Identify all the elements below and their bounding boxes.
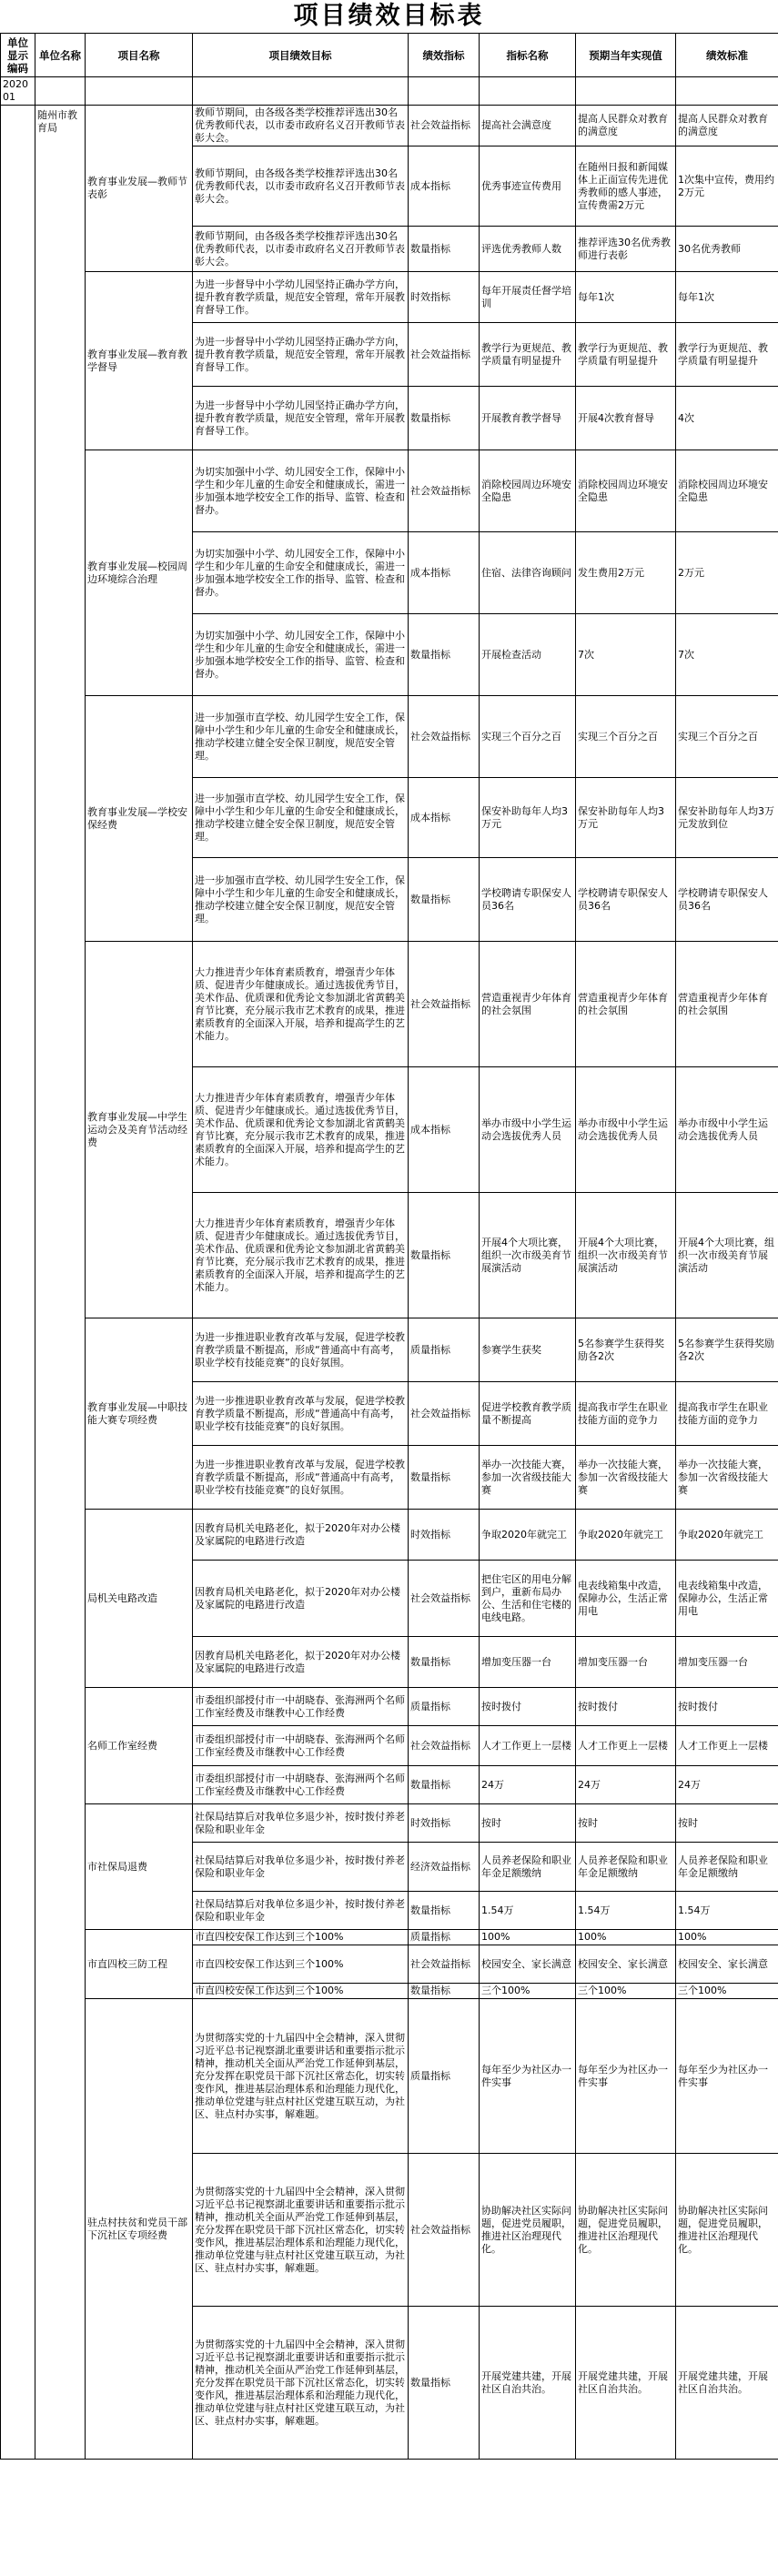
goal-cell: 社保局结算后对我单位多退少补，按时拨付养老保险和职业年金 [193,1843,409,1892]
indicator-name-cell: 举办一次技能大赛，参加一次省级技能大赛 [480,1446,576,1510]
indicator-name-cell: 100% [480,1930,576,1945]
expected-value-cell: 人才工作更上一层楼 [576,1726,676,1766]
expected-value-cell: 消除校园周边环境安全隐患 [576,450,676,532]
standard-cell: 24万 [676,1766,778,1804]
goal-cell: 为进一步推进职业教育改革与发展，促进学校教育教学质量不断提高，形成“普通高中有高考，职业学校有技能竞赛”的良好氛围。 [193,1318,409,1382]
indicator-name-cell: 提高社会满意度 [480,106,576,146]
expected-value-cell: 教学行为更规范、教学质量有明显提升 [576,323,676,387]
expected-value-cell: 校园安全、家长满意 [576,1945,676,1984]
indicator-type-cell: 社会效益指标 [409,1945,480,1984]
indicator-type-cell: 社会效益指标 [409,323,480,387]
expected-value-cell: 增加变压器一台 [576,1637,676,1688]
project-name-cell: 教育事业发展—学校安保经费 [86,696,193,942]
project-name-cell: 名师工作室经费 [86,1688,193,1804]
table-row [1,272,778,323]
expected-value-cell: 协助解决社区实际问题，促进党员履职，推进社区治理现代化。 [576,2154,676,2307]
indicator-type-cell: 数量指标 [409,387,480,450]
project-name-cell: 市社保局退费 [86,1804,193,1930]
goal-cell: 教师节期间，由各级各类学校推荐评选出30名优秀教师代表，以市委市政府名义召开教师节表彰大会。 [193,106,409,146]
goal-cell: 为贯彻落实党的十九届四中全会精神，深入贯彻习近平总书记视察湖北重要讲话和重要指示批示精神，推动机关全面从严治党工作延伸到基层，充分发挥在职党员干部下沉社区常态化，切实转变作风，推进基层治理体系和治理能力现代化，推动单位党建与驻点村社区党建互联互动，为社区、驻点村办实事，解难题。 [193,2154,409,2307]
standard-cell: 营造重视青少年体育的社会氛围 [676,942,778,1067]
indicator-name-cell: 开展教育教学督导 [480,387,576,450]
expected-value-cell: 每年至少为社区办一件实事 [576,1999,676,2154]
indicator-type-cell: 社会效益指标 [409,450,480,532]
indicator-type-cell: 社会效益指标 [409,1561,480,1637]
table-row [1,106,778,146]
indicator-name-cell: 按时 [480,1804,576,1843]
indicator-type-cell: 社会效益指标 [409,696,480,778]
indicator-type-cell: 数量指标 [409,858,480,942]
goal-cell: 市直四校安保工作达到三个100% [193,1945,409,1984]
standard-cell: 教学行为更规范、教学质量有明显提升 [676,323,778,387]
indicator-name-cell: 消除校园周边环境安全隐患 [480,450,576,532]
expected-value-cell: 按时 [576,1804,676,1843]
indicator-name-cell: 增加变压器一台 [480,1637,576,1688]
project-name-cell: 教育事业发展—教育教学督导 [86,272,193,450]
expected-value-cell: 提高我市学生在职业技能方面的竞争力 [576,1382,676,1446]
standard-cell: 举办市级中小学生运动会选拔优秀人员 [676,1067,778,1193]
indicator-type-cell: 社会效益指标 [409,1382,480,1446]
indicator-type-cell: 质量指标 [409,1930,480,1945]
standard-cell: 增加变压器一台 [676,1637,778,1688]
header-row [1,34,778,77]
unit-code-empty [1,106,35,2460]
indicator-type-cell: 数量指标 [409,227,480,272]
indicator-type-cell: 数量指标 [409,1892,480,1930]
indicator-name-cell: 举办市级中小学生运动会选拔优秀人员 [480,1067,576,1193]
goal-cell: 市直四校安保工作达到三个100% [193,1984,409,1999]
expected-value-cell: 开展4次教育督导 [576,387,676,450]
indicator-type-cell: 数量指标 [409,1446,480,1510]
standard-cell: 争取2020年就完工 [676,1510,778,1561]
standard-cell: 电表线箱集中改造，保障办公，生活正常用电 [676,1561,778,1637]
expected-value-cell: 100% [576,1930,676,1945]
standard-cell: 1.54万 [676,1892,778,1930]
indicator-type-cell: 社会效益指标 [409,106,480,146]
standard-cell: 2万元 [676,532,778,614]
expected-value-cell: 24万 [576,1766,676,1804]
project-name-cell: 教育事业发展—中职技能大赛专项经费 [86,1318,193,1510]
standard-cell: 100% [676,1930,778,1945]
standard-cell: 人员养老保险和职业年金足额缴纳 [676,1843,778,1892]
goal-cell: 市直四校安保工作达到三个100% [193,1930,409,1945]
goal-cell: 社保局结算后对我单位多退少补，按时拨付养老保险和职业年金 [193,1892,409,1930]
indicator-type-cell: 时效指标 [409,272,480,323]
standard-cell: 三个100% [676,1984,778,1999]
table-row [1,942,778,1067]
expected-value-cell: 推荐评选30名优秀教师进行表彰 [576,227,676,272]
goal-cell: 市委组织部授付市一中胡晓春、张海洲两个名师工作室经费及市继教中心工作经费 [193,1726,409,1766]
standard-cell: 每年至少为社区办一件实事 [676,1999,778,2154]
table-row [1,1999,778,2154]
goal-cell: 教师节期间，由各级各类学校推荐评选出30名优秀教师代表，以市委市政府名义召开教师节表彰大会。 [193,227,409,272]
goal-cell: 因教育局机关电路老化，拟于2020年对办公楼及家属院的电路进行改造 [193,1561,409,1637]
indicator-type-cell: 成本指标 [409,1067,480,1193]
indicator-name-cell: 保安补助每年人均3万元 [480,778,576,858]
unit-name-cell: 随州市教育局 [35,106,86,2460]
standard-cell: 7次 [676,614,778,696]
indicator-name-cell: 每年开展责任督学培训 [480,272,576,323]
expected-value-cell: 三个100% [576,1984,676,1999]
goal-cell: 市委组织部授付市一中胡晓春、张海洲两个名师工作室经费及市继教中心工作经费 [193,1766,409,1804]
expected-value-cell: 在随州日报和新闻媒体上正面宣传先进优秀教师的感人事迹，宣传费需2万元 [576,146,676,227]
header-project-goal: 项目绩效目标 [193,34,409,77]
standard-cell: 校园安全、家长满意 [676,1945,778,1984]
indicator-name-cell: 把住宅区的用电分解到户，重新布局办公、生活和住宅楼的电线电路。 [480,1561,576,1637]
expected-value-cell: 电表线箱集中改造，保障办公，生活正常用电 [576,1561,676,1637]
page-title: 项目绩效目标表 [293,2,485,30]
indicator-name-cell: 协助解决社区实际问题，促进党员履职，推进社区治理现代化。 [480,2154,576,2307]
table-row [1,1510,778,1561]
indicator-name-cell: 住宿、法律咨询顾问 [480,532,576,614]
expected-value-cell: 营造重视青少年体育的社会氛围 [576,942,676,1067]
indicator-name-cell: 参赛学生获奖 [480,1318,576,1382]
table-row [1,450,778,532]
indicator-type-cell: 成本指标 [409,146,480,227]
standard-cell: 举办一次技能大赛，参加一次省级技能大赛 [676,1446,778,1510]
goal-cell: 为切实加强中小学、幼儿园安全工作，保障中小学生和少年儿童的生命安全和健康成长，需进一步加强本地学校安全工作的指导、监管、检查和督办。 [193,532,409,614]
goal-cell: 因教育局机关电路老化，拟于2020年对办公楼及家属院的电路进行改造 [193,1510,409,1561]
expected-value-cell: 保安补助每年人均3万元 [576,778,676,858]
goal-cell: 为进一步推进职业教育改革与发展，促进学校教育教学质量不断提高，形成“普通高中有高考，职业学校有技能竞赛”的良好氛围。 [193,1446,409,1510]
indicator-type-cell: 数量指标 [409,1637,480,1688]
expected-value-cell: 按时拨付 [576,1688,676,1726]
indicator-type-cell: 数量指标 [409,1766,480,1804]
indicator-name-cell: 校园安全、家长满意 [480,1945,576,1984]
standard-cell: 消除校园周边环境安全隐患 [676,450,778,532]
expected-value-cell: 提高人民群众对教育的满意度 [576,106,676,146]
project-name-cell: 教育事业发展—校园周边环境综合治理 [86,450,193,696]
table-row [1,1688,778,1726]
indicator-name-cell: 教学行为更规范、教学质量有明显提升 [480,323,576,387]
project-name-cell: 局机关电路改造 [86,1510,193,1688]
header-project-name: 项目名称 [86,34,193,77]
goal-cell: 大力推进青少年体育素质教育，增强青少年体质、促进青少年健康成长。通过选拔优秀节目，美术作品、优质课和优秀论文参加湖北省黄鹤美育节比赛，充分展示我市艺术教育的成果，推进素质教育的全面深入开展，培养和提高学生的艺术能力。 [193,942,409,1067]
expected-value-cell: 5名参赛学生获得奖励各2次 [576,1318,676,1382]
standard-cell: 5名参赛学生获得奖励各2次 [676,1318,778,1382]
standard-cell: 协助解决社区实际问题，促进党员履职，推进社区治理现代化。 [676,2154,778,2307]
indicator-type-cell: 质量指标 [409,1318,480,1382]
goal-cell: 社保局结算后对我单位多退少补，按时拨付养老保险和职业年金 [193,1804,409,1843]
indicator-name-cell: 开展党建共建，开展社区自治共治。 [480,2307,576,2460]
table-row [1,696,778,778]
indicator-name-cell: 开展4个大项比赛，组织一次市级美育节展演活动 [480,1193,576,1318]
goal-cell: 为进一步督导中小学幼儿园坚持正确办学方向，提升教育教学质量，规范安全管理，常年开展教育督导工作。 [193,272,409,323]
indicator-name-cell: 人才工作更上一层楼 [480,1726,576,1766]
expected-value-cell: 发生费用2万元 [576,532,676,614]
goal-cell: 进一步加强市直学校、幼儿园学生安全工作，保障中小学生和少年儿童的生命安全和健康成长，推动学校建立健全安全保卫制度，规范安全管理。 [193,696,409,778]
project-name-cell: 教育事业发展—中学生运动会及美育节活动经费 [86,942,193,1318]
goal-cell: 市委组织部授付市一中胡晓春、张海洲两个名师工作室经费及市继教中心工作经费 [193,1688,409,1726]
header-unit-code: 单位显示编码 [1,34,35,77]
goal-cell: 大力推进青少年体育素质教育，增强青少年体质、促进青少年健康成长。通过选拔优秀节目，美术作品、优质课和优秀论文参加湖北省黄鹤美育节比赛，充分展示我市艺术教育的成果，推进素质教育的全面深入开展，培养和提高学生的艺术能力。 [193,1067,409,1193]
unit-code-cell: 202001 [1,77,35,106]
indicator-name-cell: 评选优秀教师人数 [480,227,576,272]
standard-cell: 30名优秀教师 [676,227,778,272]
standard-cell: 人才工作更上一层楼 [676,1726,778,1766]
indicator-name-cell: 1.54万 [480,1892,576,1930]
standard-cell: 实现三个百分之百 [676,696,778,778]
standard-cell: 提高我市学生在职业技能方面的竞争力 [676,1382,778,1446]
indicator-type-cell: 数量指标 [409,1984,480,1999]
header-indicator-name: 指标名称 [480,34,576,77]
indicator-name-cell: 促进学校教育教学质量不断提高 [480,1382,576,1446]
expected-value-cell: 1.54万 [576,1892,676,1930]
header-indicator-type: 绩效指标 [409,34,480,77]
indicator-name-cell: 按时拨付 [480,1688,576,1726]
standard-cell: 按时拨付 [676,1688,778,1726]
expected-value-cell: 每年1次 [576,272,676,323]
expected-value-cell: 争取2020年就完工 [576,1510,676,1561]
indicator-type-cell: 时效指标 [409,1804,480,1843]
standard-cell: 提高人民群众对教育的满意度 [676,106,778,146]
indicator-name-cell: 人员养老保险和职业年金足额缴纳 [480,1843,576,1892]
goal-cell: 进一步加强市直学校、幼儿园学生安全工作，保障中小学生和少年儿童的生命安全和健康成长，推动学校建立健全安全保卫制度，规范安全管理。 [193,858,409,942]
goal-cell: 为切实加强中小学、幼儿园安全工作，保障中小学生和少年儿童的生命安全和健康成长，需进一步加强本地学校安全工作的指导、监管、检查和督办。 [193,614,409,696]
indicator-type-cell: 社会效益指标 [409,1726,480,1766]
indicator-name-cell: 营造重视青少年体育的社会氛围 [480,942,576,1067]
indicator-name-cell: 争取2020年就完工 [480,1510,576,1561]
standard-cell: 按时 [676,1804,778,1843]
indicator-type-cell: 社会效益指标 [409,942,480,1067]
indicator-name-cell: 24万 [480,1766,576,1804]
goal-cell: 为贯彻落实党的十九届四中全会精神，深入贯彻习近平总书记视察湖北重要讲话和重要指示批示精神，推动机关全面从严治党工作延伸到基层，充分发挥在职党员干部下沉社区常态化，切实转变作风，推进基层治理体系和治理能力现代化，推动单位党建与驻点村社区党建互联互动，为社区、驻点村办实事，解难题。 [193,2307,409,2460]
goal-cell: 大力推进青少年体育素质教育，增强青少年体质、促进青少年健康成长。通过选拔优秀节目，美术作品、优质课和优秀论文参加湖北省黄鹤美育节比赛，充分展示我市艺术教育的成果，推进素质教育的全面深入开展，培养和提高学生的艺术能力。 [193,1193,409,1318]
goal-cell: 进一步加强市直学校、幼儿园学生安全工作，保障中小学生和少年儿童的生命安全和健康成长，推动学校建立健全安全保卫制度，规范安全管理。 [193,778,409,858]
standard-cell: 4次 [676,387,778,450]
indicator-name-cell: 开展检查活动 [480,614,576,696]
standard-cell: 开展党建共建，开展社区自治共治。 [676,2307,778,2460]
goal-cell: 为贯彻落实党的十九届四中全会精神，深入贯彻习近平总书记视察湖北重要讲话和重要指示批示精神，推动机关全面从严治党工作延伸到基层，充分发挥在职党员干部下沉社区常态化，切实转变作风，推进基层治理体系和治理能力现代化，推动单位党建与驻点村社区党建互联互动，为社区、驻点村办实事，解难题。 [193,1999,409,2154]
indicator-type-cell: 数量指标 [409,1193,480,1318]
expected-value-cell: 实现三个百分之百 [576,696,676,778]
indicator-type-cell: 经济效益指标 [409,1843,480,1892]
indicator-name-cell: 实现三个百分之百 [480,696,576,778]
indicator-name-cell: 每年至少为社区办一件实事 [480,1999,576,2154]
standard-cell: 学校聘请专职保安人员36名 [676,858,778,942]
expected-value-cell: 举办市级中小学生运动会选拔优秀人员 [576,1067,676,1193]
goal-cell: 为进一步督导中小学幼儿园坚持正确办学方向，提升教育教学质量，规范安全管理，常年开展教育督导工作。 [193,387,409,450]
indicator-type-cell: 数量指标 [409,614,480,696]
header-expected-value: 预期当年实现值 [576,34,676,77]
standard-cell: 1次集中宣传，费用约2万元 [676,146,778,227]
expected-value-cell: 开展党建共建，开展社区自治共治。 [576,2307,676,2460]
goal-cell: 为切实加强中小学、幼儿园安全工作，保障中小学生和少年儿童的生命安全和健康成长，需进一步加强本地学校安全工作的指导、监管、检查和督办。 [193,450,409,532]
goal-cell: 因教育局机关电路老化，拟于2020年对办公楼及家属院的电路进行改造 [193,1637,409,1688]
table-row [1,1804,778,1843]
project-name-cell: 市直四校三防工程 [86,1930,193,1999]
expected-value-cell: 开展4个大项比赛，组织一次市级美育节展演活动 [576,1193,676,1318]
indicator-type-cell: 时效指标 [409,1510,480,1561]
standard-cell: 开展4个大项比赛，组织一次市级美育节展演活动 [676,1193,778,1318]
unit-code-row [1,77,778,106]
standard-cell: 保安补助每年人均3万元发放到位 [676,778,778,858]
indicator-type-cell: 数量指标 [409,2307,480,2460]
indicator-name-cell: 优秀事迹宣传费用 [480,146,576,227]
indicator-type-cell: 质量指标 [409,1688,480,1726]
standard-cell: 每年1次 [676,272,778,323]
project-name-cell: 驻点村扶贫和党员干部下沉社区专项经费 [86,1999,193,2460]
header-standard: 绩效标准 [676,34,778,77]
expected-value-cell: 举办一次技能大赛，参加一次省级技能大赛 [576,1446,676,1510]
expected-value-cell: 人员养老保险和职业年金足额缴纳 [576,1843,676,1892]
indicator-type-cell: 成本指标 [409,778,480,858]
expected-value-cell: 7次 [576,614,676,696]
table-row [1,1318,778,1382]
table-row [1,1930,778,1945]
performance-table [0,33,778,2460]
goal-cell: 为进一步推进职业教育改革与发展，促进学校教育教学质量不断提高，形成“普通高中有高考，职业学校有技能竞赛”的良好氛围。 [193,1382,409,1446]
indicator-type-cell: 成本指标 [409,532,480,614]
indicator-type-cell: 质量指标 [409,1999,480,2154]
project-name-cell: 教育事业发展—教师节表彰 [86,106,193,272]
expected-value-cell: 学校聘请专职保安人员36名 [576,858,676,942]
goal-cell: 为进一步督导中小学幼儿园坚持正确办学方向，提升教育教学质量，规范安全管理，常年开展教育督导工作。 [193,323,409,387]
indicator-name-cell: 三个100% [480,1984,576,1999]
header-unit-name: 单位名称 [35,34,86,77]
indicator-type-cell: 社会效益指标 [409,2154,480,2307]
indicator-name-cell: 学校聘请专职保安人员36名 [480,858,576,942]
goal-cell: 教师节期间，由各级各类学校推荐评选出30名优秀教师代表，以市委市政府名义召开教师节表彰大会。 [193,146,409,227]
